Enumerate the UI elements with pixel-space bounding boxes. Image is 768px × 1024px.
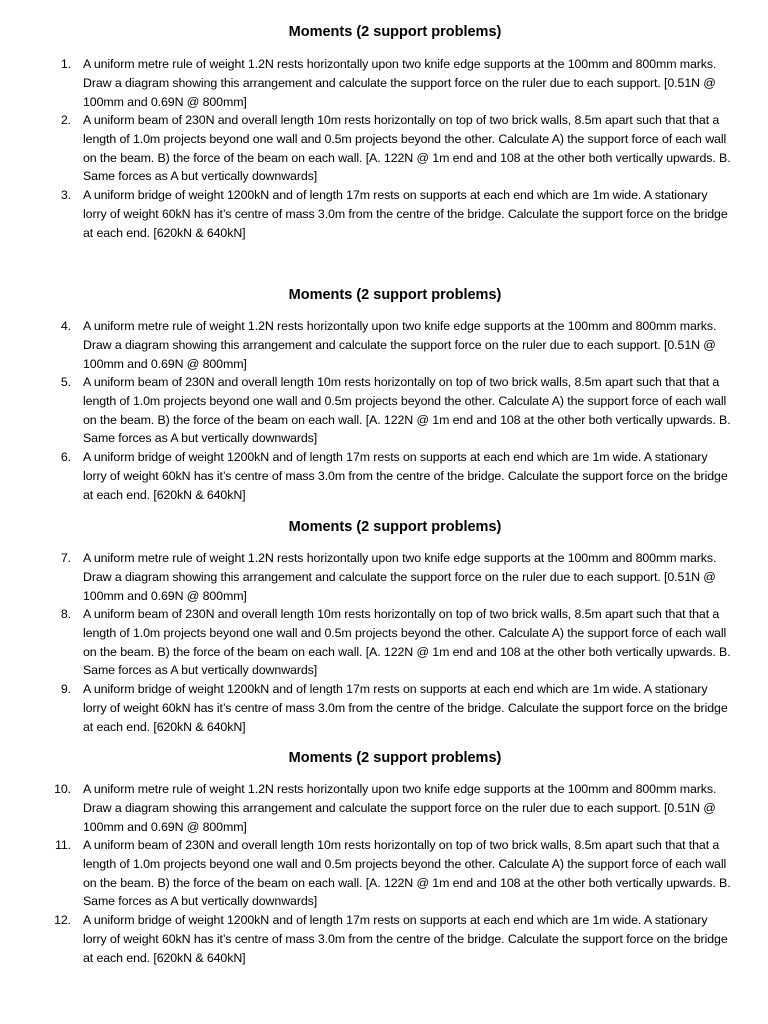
question-number: 11.: [54, 838, 71, 852]
question-list: [0, 317, 768, 505]
question-item: [0, 780, 731, 836]
question-text: A uniform beam of 230N and overall length 10m rests horizontally on top of two brick walls, 8.5m apart such that that a length of 1.0m projects beyond one wall and 0.5m projects beyond the other. Calculate A) the support force of each wall on the beam. B) the force of the beam on each wall. [A. 122N @ 1m end and 108 at the other both vertically upwards. B. Same forces as A but vertically downwards]: [83, 838, 731, 909]
question-number: 4.: [60, 319, 71, 333]
question-text: A uniform metre rule of weight 1.2N rests horizontally upon two knife edge supports at the 100mm and 800mm marks. Draw a diagram showing this arrangement and calculate the support force on the ruler due to each support. [0.51N @ 100mm and 0.69N @ 800mm]: [83, 782, 717, 834]
question-text: A uniform beam of 230N and overall length 10m rests horizontally on top of two brick walls, 8.5m apart such that that a length of 1.0m projects beyond one wall and 0.5m projects beyond the other. Calculate A) the support force of each wall on the beam. B) the force of the beam on each wall. [A. 122N @ 1m end and 108 at the other both vertically upwards. B. Same forces as A but vertically downwards]: [83, 113, 731, 184]
question-item: [0, 111, 731, 186]
question-item: [0, 680, 731, 737]
question-item: [0, 549, 731, 605]
question-item: [0, 448, 731, 505]
question-item: [0, 373, 731, 448]
question-text: A uniform bridge of weight 1200kN and of length 17m rests on supports at each end which are 1m wide. A stationary lorry of weight 60kN has it’s centre of mass 3.0m from the centre of the bridge. Calculate the support force on the bridge at each end. [620kN & 640kN]: [83, 913, 728, 965]
section-heading: Moments (2 support problems): [288, 750, 502, 766]
question-text: A uniform bridge of weight 1200kN and of length 17m rests on supports at each end which are 1m wide. A stationary lorry of weight 60kN has it’s centre of mass 3.0m from the centre of the bridge. Calculate the support force on the bridge at each end. [620kN & 640kN]: [83, 450, 728, 502]
question-item: [0, 55, 731, 111]
section-heading: Moments (2 support problems): [288, 24, 502, 40]
worksheet-section-2: [0, 286, 768, 502]
question-number: 12.: [54, 913, 71, 927]
question-item: [0, 836, 731, 911]
worksheet-section-3: [0, 518, 768, 734]
question-list: [0, 55, 768, 243]
question-number: 8.: [60, 607, 71, 621]
question-list: [0, 549, 768, 737]
question-text: A uniform metre rule of weight 1.2N rests horizontally upon two knife edge supports at the 100mm and 800mm marks. Draw a diagram showing this arrangement and calculate the support force on the ruler due to each support. [0.51N @ 100mm and 0.69N @ 800mm]: [83, 551, 717, 603]
question-item: [0, 186, 731, 243]
question-text: A uniform bridge of weight 1200kN and of length 17m rests on supports at each end which are 1m wide. A stationary lorry of weight 60kN has it’s centre of mass 3.0m from the centre of the bridge. Calculate the support force on the bridge at each end. [620kN & 640kN]: [83, 682, 728, 734]
question-text: A uniform metre rule of weight 1.2N rests horizontally upon two knife edge supports at the 100mm and 800mm marks. Draw a diagram showing this arrangement and calculate the support force on the ruler due to each support. [0.51N @ 100mm and 0.69N @ 800mm]: [83, 57, 717, 109]
question-number: 1.: [60, 57, 71, 71]
question-text: A uniform beam of 230N and overall length 10m rests horizontally on top of two brick walls, 8.5m apart such that that a length of 1.0m projects beyond one wall and 0.5m projects beyond the other. Calculate A) the support force of each wall on the beam. B) the force of the beam on each wall. [A. 122N @ 1m end and 108 at the other both vertically upwards. B. Same forces as A but vertically downwards]: [83, 607, 731, 678]
section-heading: Moments (2 support problems): [288, 519, 502, 535]
question-number: 9.: [60, 682, 71, 696]
question-number: 3.: [60, 188, 71, 202]
question-number: 7.: [60, 551, 71, 565]
section-heading: Moments (2 support problems): [288, 287, 502, 303]
question-number: 2.: [60, 113, 71, 127]
question-text: A uniform beam of 230N and overall length 10m rests horizontally on top of two brick walls, 8.5m apart such that that a length of 1.0m projects beyond one wall and 0.5m projects beyond the other. Calculate A) the support force of each wall on the beam. B) the force of the beam on each wall. [A. 122N @ 1m end and 108 at the other both vertically upwards. B. Same forces as A but vertically downwards]: [83, 375, 731, 446]
question-item: [0, 317, 731, 373]
worksheet-section-1: [0, 23, 768, 240]
question-item: [0, 605, 731, 680]
question-number: 10.: [54, 782, 71, 796]
question-item: [0, 911, 731, 968]
question-number: 5.: [60, 375, 71, 389]
question-list: [0, 780, 768, 968]
question-number: 6.: [60, 450, 71, 464]
worksheet-section-4: [0, 749, 768, 965]
question-text: A uniform metre rule of weight 1.2N rests horizontally upon two knife edge supports at the 100mm and 800mm marks. Draw a diagram showing this arrangement and calculate the support force on the ruler due to each support. [0.51N @ 100mm and 0.69N @ 800mm]: [83, 319, 717, 371]
question-text: A uniform bridge of weight 1200kN and of length 17m rests on supports at each end which are 1m wide. A stationary lorry of weight 60kN has it’s centre of mass 3.0m from the centre of the bridge. Calculate the support force on the bridge at each end. [620kN & 640kN]: [83, 188, 728, 240]
